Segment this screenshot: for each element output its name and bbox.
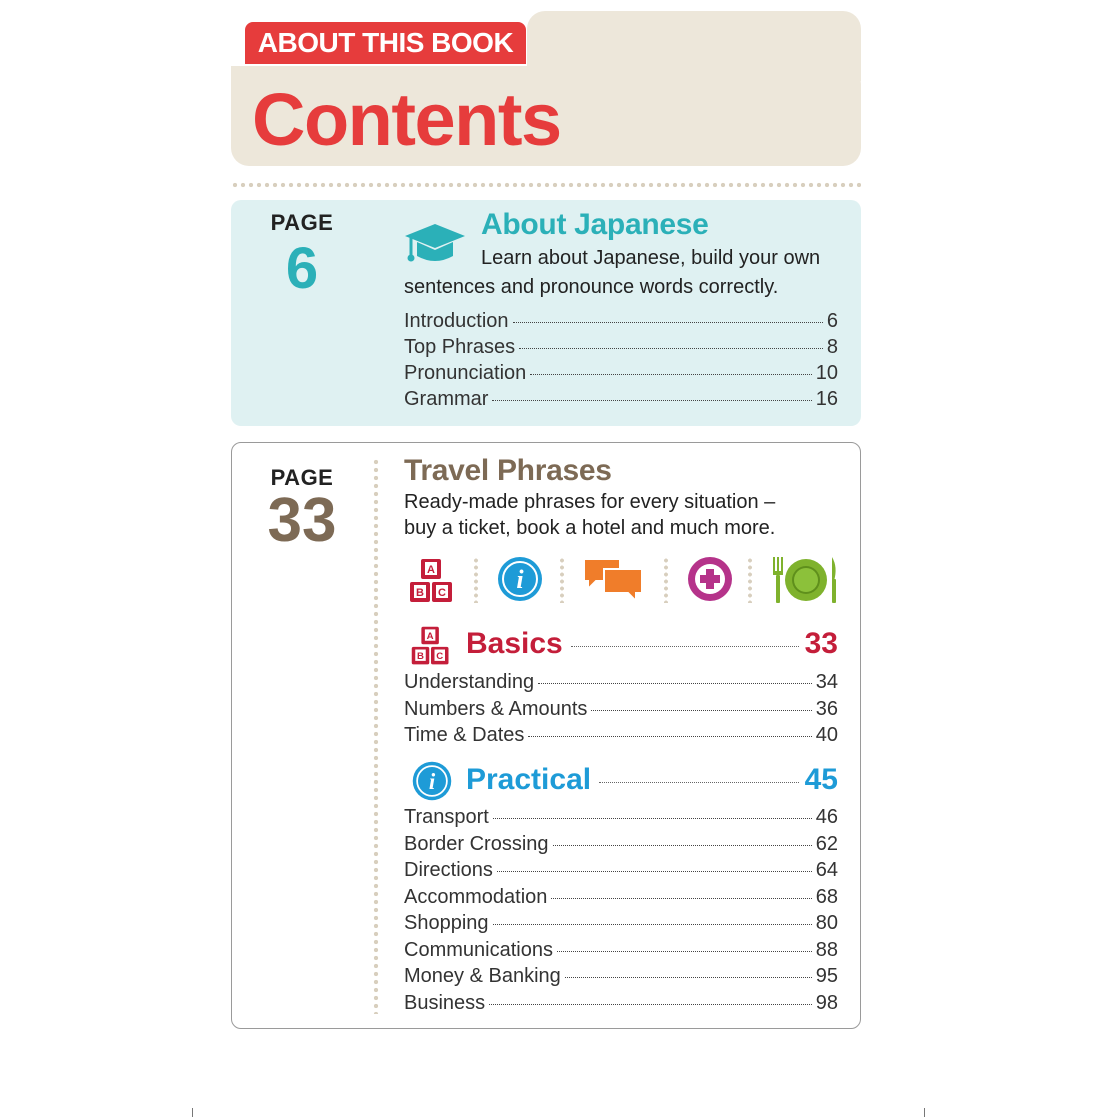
- section-title-about-japanese: About Japanese: [481, 208, 709, 241]
- dotted-divider: [231, 182, 861, 188]
- subsection-practical[interactable]: [466, 763, 838, 797]
- basics-toc: [404, 671, 838, 751]
- toc-item-label: Transport: [404, 806, 489, 828]
- svg-text:B: B: [417, 651, 424, 663]
- toc-leader: [489, 1004, 812, 1005]
- svg-text:i: i: [516, 565, 524, 594]
- toc-leader: [591, 710, 811, 711]
- toc-leader: [565, 977, 812, 978]
- toc-item[interactable]: [404, 310, 838, 336]
- section-description-line2: sentences and pronounce words correctly.: [404, 276, 779, 298]
- vertical-dotted-divider: [373, 458, 379, 1014]
- toc-item[interactable]: [404, 336, 838, 362]
- toc-item-label: Border Crossing: [404, 832, 549, 855]
- toc-leader: [530, 374, 811, 375]
- toc-item-page: 34: [815, 671, 838, 693]
- section-tag: ABOUT THIS BOOK: [245, 22, 526, 64]
- toc-item-page: 6: [826, 310, 838, 332]
- speech-bubbles-icon[interactable]: [582, 555, 644, 605]
- toc-item[interactable]: [404, 833, 838, 860]
- icon-separator: [560, 557, 564, 603]
- toc-item-page: 10: [815, 362, 838, 384]
- plate-cutlery-icon[interactable]: [770, 553, 840, 607]
- toc-leader: [497, 871, 812, 872]
- abc-blocks-icon: [408, 625, 454, 667]
- toc-item-page: 98: [815, 991, 838, 1014]
- toc-item[interactable]: [404, 939, 838, 966]
- toc-leader: [492, 400, 811, 401]
- toc-item[interactable]: [404, 886, 838, 913]
- toc-item-label: Communications: [404, 938, 553, 961]
- toc-item-page: 40: [815, 724, 838, 746]
- toc-item[interactable]: [404, 965, 838, 992]
- toc-item[interactable]: [404, 912, 838, 939]
- practical-toc: [404, 806, 838, 1018]
- svg-text:B: B: [416, 587, 424, 599]
- svg-text:i: i: [428, 768, 436, 794]
- subsection-page: 33: [804, 627, 838, 660]
- section-description-line1: Ready-made phrases for every situation –: [404, 491, 776, 513]
- crop-mark: [924, 1108, 925, 1117]
- toc-item-page: 8: [826, 336, 838, 358]
- toc-leader: [599, 782, 799, 783]
- svg-text:C: C: [436, 651, 444, 663]
- icon-separator: [664, 557, 668, 603]
- toc-item-page: 80: [815, 912, 838, 934]
- toc-item[interactable]: [404, 671, 838, 698]
- toc-leader: [557, 951, 812, 952]
- toc-item-label: Time & Dates: [404, 724, 525, 746]
- toc-item-label: Pronunciation: [404, 362, 527, 384]
- toc-item-label: Accommodation: [404, 885, 548, 908]
- toc-item[interactable]: [404, 992, 838, 1019]
- toc-item-label: Grammar: [404, 388, 489, 410]
- toc-leader: [538, 683, 812, 684]
- toc-item-page: 46: [815, 806, 838, 828]
- page-label: PAGE: [270, 465, 334, 490]
- toc-item-page: 64: [815, 859, 838, 881]
- toc-item-page: 36: [815, 697, 838, 720]
- toc-item[interactable]: [404, 724, 838, 751]
- page-number: 6: [285, 236, 319, 301]
- page-label: PAGE: [270, 210, 334, 235]
- toc-item-label: Numbers & Amounts: [404, 697, 588, 720]
- toc-item-label: Understanding: [404, 671, 535, 693]
- subsection-title: Practical: [466, 763, 592, 796]
- section-description-line1: Learn about Japanese, build your own: [481, 247, 821, 269]
- toc-leader: [519, 348, 823, 349]
- crop-mark: [192, 1108, 193, 1117]
- category-icon-row: [404, 553, 844, 607]
- info-icon[interactable]: [496, 555, 544, 603]
- about-japanese-toc: [404, 310, 838, 414]
- toc-leader: [513, 322, 823, 323]
- toc-item-page: 95: [815, 965, 838, 987]
- toc-leader: [571, 646, 799, 647]
- toc-item-label: Top Phrases: [404, 336, 516, 358]
- toc-item-page: 68: [815, 885, 838, 908]
- plus-icon[interactable]: [686, 555, 734, 603]
- info-icon: [411, 760, 453, 802]
- page-title: Contents: [252, 78, 561, 161]
- toc-item[interactable]: [404, 388, 838, 414]
- toc-item[interactable]: [404, 698, 838, 725]
- svg-text:A: A: [426, 631, 434, 642]
- toc-item-label: Money & Banking: [404, 965, 561, 987]
- page-number: 33: [267, 486, 337, 555]
- graduation-cap-icon: [403, 222, 467, 268]
- toc-leader: [553, 845, 812, 846]
- icon-separator: [748, 557, 752, 603]
- toc-item[interactable]: [404, 806, 838, 833]
- toc-item-page: 16: [815, 388, 838, 410]
- toc-item-label: Shopping: [404, 912, 489, 934]
- abc-blocks-icon[interactable]: [408, 557, 456, 605]
- toc-item-label: Introduction: [404, 310, 509, 332]
- subsection-basics[interactable]: [466, 627, 838, 661]
- svg-text:C: C: [438, 587, 446, 599]
- section-title-travel-phrases: Travel Phrases: [404, 454, 612, 487]
- svg-text:A: A: [427, 564, 435, 576]
- icon-separator: [474, 557, 478, 603]
- toc-item-page: 62: [815, 832, 838, 855]
- subsection-page: 45: [804, 763, 838, 796]
- toc-leader: [528, 736, 811, 737]
- toc-leader: [493, 818, 812, 819]
- toc-item-label: Business: [404, 991, 486, 1014]
- section-description-line2: buy a ticket, book a hotel and much more.: [404, 517, 776, 539]
- toc-item-label: Directions: [404, 859, 493, 881]
- toc-item[interactable]: [404, 362, 838, 388]
- subsection-title: Basics: [466, 627, 563, 660]
- toc-leader: [551, 898, 811, 899]
- toc-leader: [493, 924, 812, 925]
- toc-item-page: 88: [815, 938, 838, 961]
- toc-item[interactable]: [404, 859, 838, 886]
